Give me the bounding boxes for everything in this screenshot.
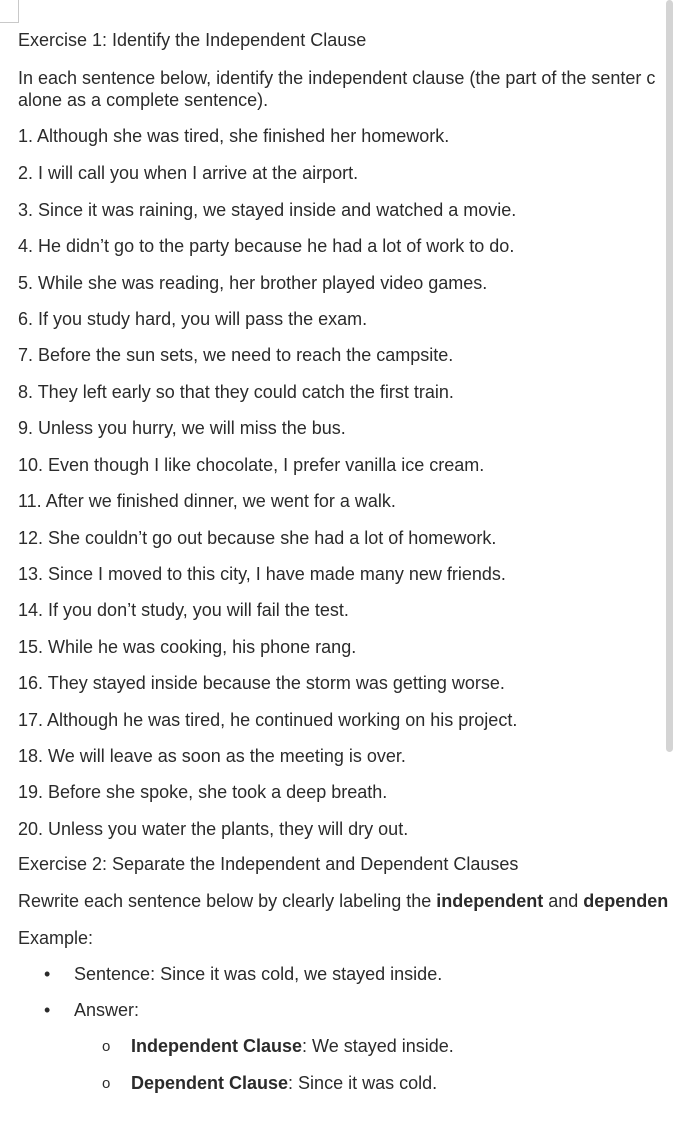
exercise1-instructions-line2: alone as a complete sentence). (18, 90, 269, 110)
sentence-item: 10. Even though I like chocolate, I prefer vanilla ice cream. (18, 455, 485, 475)
exercise1-title: Exercise 1: Identify the Independent Clause (18, 30, 367, 50)
independent-clause-text: : We stayed inside. (302, 1036, 454, 1056)
sentence-item: 19. Before she spoke, she took a deep breath. (18, 782, 388, 802)
vertical-scrollbar[interactable] (666, 0, 673, 752)
sentence-item: 17. Although he was tired, he continued working on his project. (18, 710, 518, 730)
sentence-item: 18. We will leave as soon as the meeting is over. (18, 746, 406, 766)
example-sentence (74, 963, 442, 985)
dependent-clause-answer (131, 1072, 437, 1094)
instructions-bold-dependent: dependen (583, 891, 669, 911)
dependent-clause-label: Dependent Clause (131, 1073, 289, 1093)
sentence-item: 6. If you study hard, you will pass the exam. (18, 309, 368, 329)
sentence-item: 15. While he was cooking, his phone rang. (18, 637, 357, 657)
exercise1-instructions-line1: In each sentence below, identify the independent clause (the part of the senter c (18, 68, 656, 88)
sentence-item: 12. She couldn’t go out because she had a lot of homework. (18, 528, 497, 548)
answer-label: Answer (74, 1000, 135, 1020)
exercise2-instructions (18, 890, 668, 912)
example-answer (74, 999, 139, 1021)
sentence-item: 20. Unless you water the plants, they will dry out. (18, 819, 409, 839)
exercise2-title: Exercise 2: Separate the Independent and Dependent Clauses (18, 854, 519, 874)
dependent-clause-text: : Since it was cold. (288, 1073, 438, 1093)
sentence-item: 8. They left early so that they could catch the first train. (18, 382, 454, 402)
bullet-icon: • (44, 964, 51, 984)
sub-bullet-icon: o (102, 1075, 111, 1092)
independent-clause-answer (131, 1035, 454, 1057)
sentence-item: 14. If you don’t study, you will fail the test. (18, 600, 349, 620)
sentence-item: 4. He didn’t go to the party because he had a lot of work to do. (18, 236, 515, 256)
sentence-item: 7. Before the sun sets, we need to reach the campsite. (18, 345, 454, 365)
independent-clause-label: Independent Clause (131, 1036, 303, 1056)
sentence-label: Sentence (74, 964, 151, 984)
sub-bullet-icon: o (102, 1038, 111, 1055)
instructions-text: Rewrite each sentence below by clearly labeling the (18, 891, 437, 911)
sentence-item: 3. Since it was raining, we stayed inside and watched a movie. (18, 200, 517, 220)
page-corner-mark (0, 0, 19, 23)
example-label: Example: (18, 928, 94, 948)
sentence-item: 2. I will call you when I arrive at the airport. (18, 163, 359, 183)
instructions-and: and (543, 891, 584, 911)
instructions-bold-independent: independent (436, 891, 544, 911)
answer-colon: : (134, 1000, 140, 1020)
sentence-text: : Since it was cold, we stayed inside. (150, 964, 443, 984)
sentence-item: 16. They stayed inside because the storm was getting worse. (18, 673, 505, 693)
bullet-icon: • (44, 1000, 51, 1020)
sentence-item: 9. Unless you hurry, we will miss the bus. (18, 418, 346, 438)
sentence-item: 11. After we finished dinner, we went for a walk. (18, 491, 396, 511)
sentence-item: 13. Since I moved to this city, I have made many new friends. (18, 564, 506, 584)
sentence-item: 5. While she was reading, her brother played video games. (18, 273, 488, 293)
sentence-item: 1. Although she was tired, she finished her homework. (18, 126, 450, 146)
